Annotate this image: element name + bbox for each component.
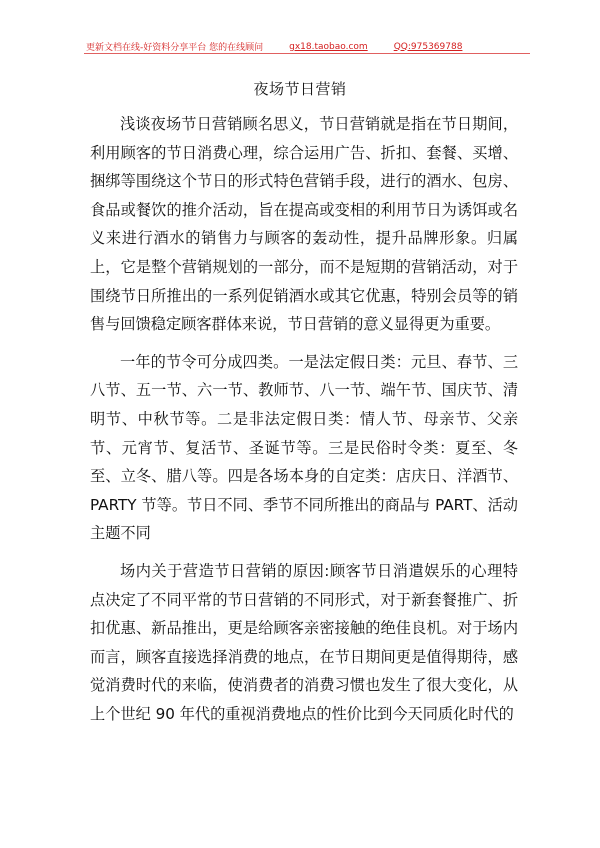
paragraph-3: 场内关于营造节日营销的原因:顾客节日消遣娱乐的心理特点决定了不同平常的节日营销的不同形式，对于新套餐推广、折扣优惠、新品推出，更是给顾客亲密接触的绝佳良机。对于场内而言，顾客直接选择消费的地点，在节日期间更是值得期待，感觉消费时代的来临，使消费者的消费习惯也发生了很大变化，从上个世纪 90 年代的重视消费地点的性价比到今天同质化时代的 xyxy=(90,561,518,723)
header-divider xyxy=(84,53,530,54)
document-title: 夜场节日营销 xyxy=(253,80,347,98)
page-header xyxy=(86,40,526,53)
paragraph-2: 一年的节令可分成四类。一是法定假日类：元旦、春节、三八节、五一节、六一节、教师节、八一节、端午节、国庆节、清明节、中秋节等。二是非法定假日类：情人节、母亲节、父亲节、元宵节、复活节、圣诞节等。三是民俗时令类：夏至、冬至、立冬、腊八等。四是各场本身的自定类：店庆日、洋酒节、PARTY 节等。节日不同、季节不同所推出的商品与 PART、活动主题不同 xyxy=(90,352,518,543)
document-body xyxy=(90,110,518,728)
header-site-text: 更新文档在线-好资料分享平台 您的在线顾问 xyxy=(86,43,264,53)
header-qq[interactable]: QQ:975369788 xyxy=(393,41,463,52)
paragraph-1: 浅谈夜场节日营销顾名思义，节日营销就是指在节日期间，利用顾客的节日消费心理，综合运用广告、折扣、套餐、买增、捆绑等围绕这个节日的形式特色营销手段，进行的酒水、包房、食品或餐饮的推介活动，旨在提高或变相的利用节日为诱饵或名义来进行酒水的销售力与顾客的轰动性，提升品牌形象。归属上，它是整个营销规划的一部分，而不是短期的营销活动，对于围绕节日所推出的一系列促销酒水或其它优惠，特别会员等的销售与回馈稳定顾客群体来说，节日营销的意义显得更为重要。 xyxy=(90,115,518,334)
header-site-url[interactable]: gx18.taobao.com xyxy=(289,41,368,52)
